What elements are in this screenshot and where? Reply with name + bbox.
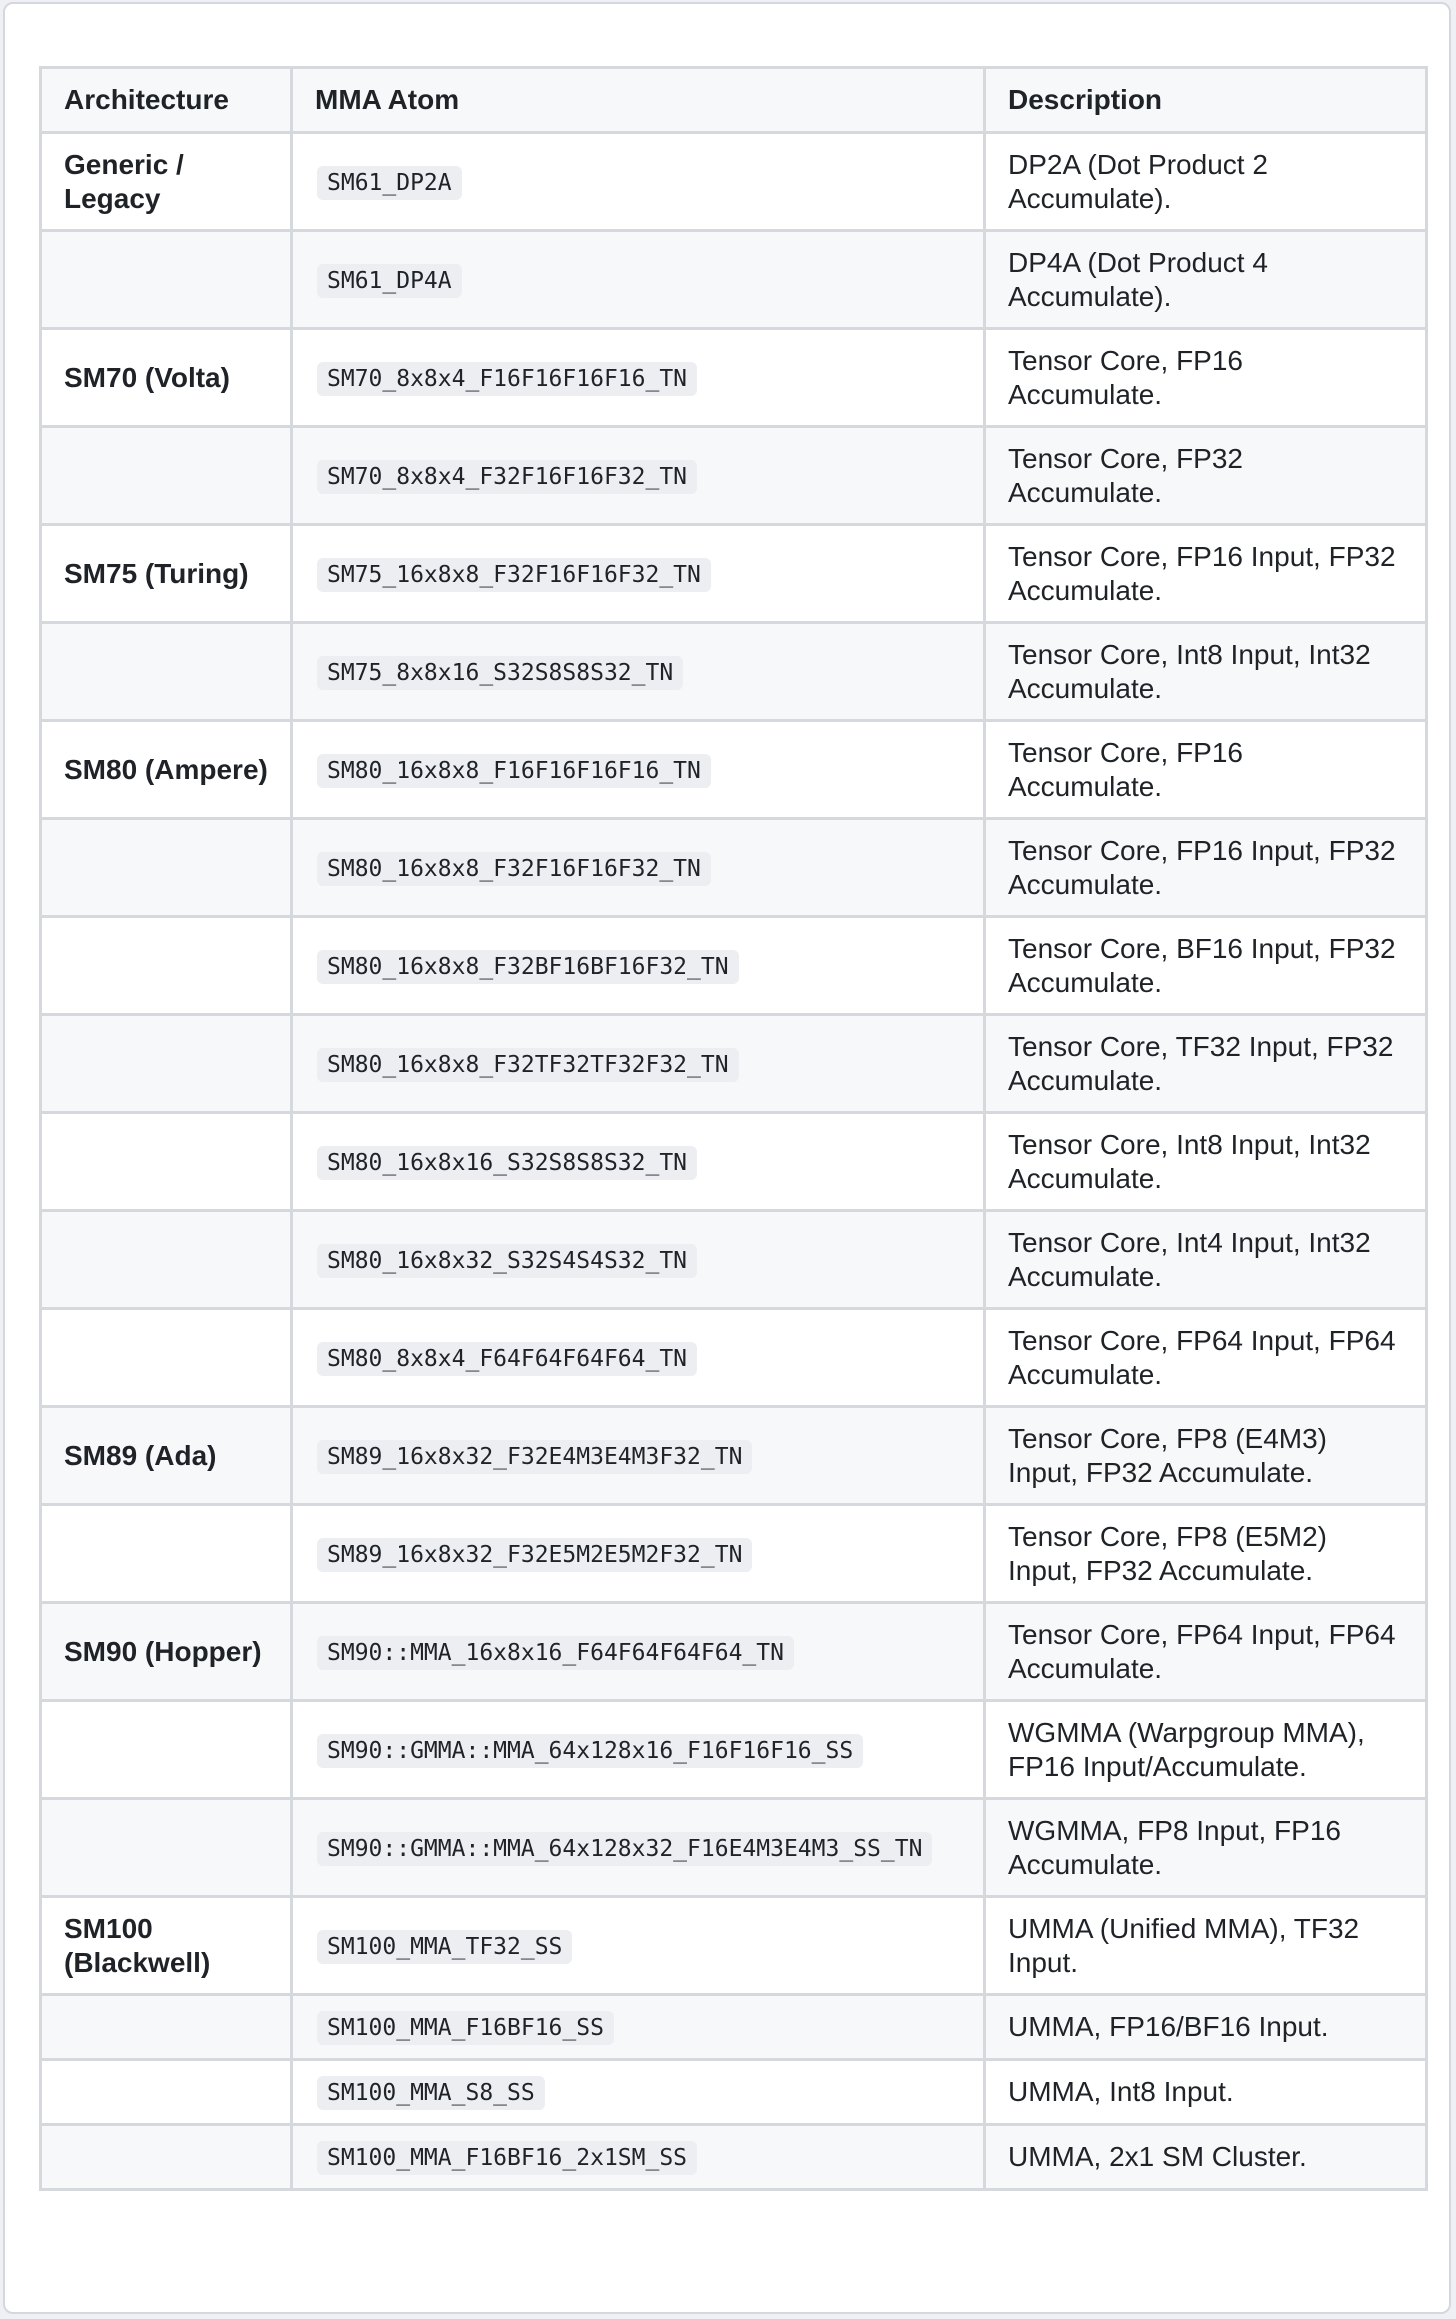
- architecture-cell: [41, 1505, 292, 1603]
- description-cell: Tensor Core, FP32 Accumulate.: [985, 427, 1427, 525]
- description-cell: Tensor Core, FP16 Accumulate.: [985, 329, 1427, 427]
- mma-atom-code: SM70_8x8x4_F16F16F16F16_TN: [317, 362, 697, 396]
- architecture-cell: SM89 (Ada): [41, 1407, 292, 1505]
- mma-atom-code: SM100_MMA_F16BF16_2x1SM_SS: [317, 2141, 697, 2175]
- mma-atom-code: SM70_8x8x4_F32F16F16F32_TN: [317, 460, 697, 494]
- architecture-cell: [41, 917, 292, 1015]
- table-row: [41, 1995, 1427, 2060]
- description-cell: Tensor Core, FP8 (E4M3) Input, FP32 Accumulate.: [985, 1407, 1427, 1505]
- header-mma-atom: MMA Atom: [292, 68, 985, 133]
- mma-atom-cell: [292, 1113, 985, 1211]
- description-cell: Tensor Core, Int8 Input, Int32 Accumulate.: [985, 1113, 1427, 1211]
- description-cell: Tensor Core, Int8 Input, Int32 Accumulate.: [985, 623, 1427, 721]
- description-cell: Tensor Core, FP64 Input, FP64 Accumulate.: [985, 1603, 1427, 1701]
- architecture-cell: [41, 1799, 292, 1897]
- table-row: [41, 819, 1427, 917]
- architecture-cell: SM90 (Hopper): [41, 1603, 292, 1701]
- table-row: [41, 1799, 1427, 1897]
- mma-atom-code: SM61_DP4A: [317, 264, 462, 298]
- mma-atom-cell: [292, 1309, 985, 1407]
- mma-atom-code: SM100_MMA_S8_SS: [317, 2076, 545, 2110]
- description-cell: DP4A (Dot Product 4 Accumulate).: [985, 231, 1427, 329]
- table-row: [41, 1897, 1427, 1995]
- mma-atom-code: SM80_16x8x8_F32F16F16F32_TN: [317, 852, 711, 886]
- architecture-cell: [41, 1015, 292, 1113]
- mma-atom-code: SM89_16x8x32_F32E4M3E4M3F32_TN: [317, 1440, 752, 1474]
- mma-atom-code: SM61_DP2A: [317, 166, 462, 200]
- architecture-cell: [41, 2060, 292, 2125]
- document-frame: [3, 2, 1451, 2314]
- description-cell: Tensor Core, Int4 Input, Int32 Accumulate.: [985, 1211, 1427, 1309]
- table-header-row: [41, 68, 1427, 133]
- mma-atom-code: SM90::GMMA::MMA_64x128x16_F16F16F16_SS: [317, 1734, 863, 1768]
- table-row: [41, 1015, 1427, 1113]
- description-cell: Tensor Core, FP8 (E5M2) Input, FP32 Accumulate.: [985, 1505, 1427, 1603]
- mma-atom-cell: [292, 2125, 985, 2190]
- mma-atom-cell: [292, 721, 985, 819]
- table-row: [41, 1505, 1427, 1603]
- table-row: [41, 1407, 1427, 1505]
- description-cell: WGMMA, FP8 Input, FP16 Accumulate.: [985, 1799, 1427, 1897]
- architecture-cell: SM100 (Blackwell): [41, 1897, 292, 1995]
- description-cell: UMMA, 2x1 SM Cluster.: [985, 2125, 1427, 2190]
- mma-atom-cell: [292, 1799, 985, 1897]
- architecture-cell: [41, 819, 292, 917]
- architecture-cell: [41, 1113, 292, 1211]
- mma-atom-cell: [292, 1015, 985, 1113]
- table-row: [41, 231, 1427, 329]
- mma-atom-code: SM75_16x8x8_F32F16F16F32_TN: [317, 558, 711, 592]
- table-row: [41, 721, 1427, 819]
- mma-atom-code: SM89_16x8x32_F32E5M2E5M2F32_TN: [317, 1538, 752, 1572]
- table-row: [41, 329, 1427, 427]
- architecture-cell: SM80 (Ampere): [41, 721, 292, 819]
- description-cell: Tensor Core, FP16 Accumulate.: [985, 721, 1427, 819]
- table-row: [41, 2125, 1427, 2190]
- mma-atom-cell: [292, 1407, 985, 1505]
- architecture-cell: [41, 1309, 292, 1407]
- architecture-cell: SM70 (Volta): [41, 329, 292, 427]
- mma-atom-code: SM80_16x8x8_F16F16F16F16_TN: [317, 754, 711, 788]
- mma-atom-cell: [292, 623, 985, 721]
- mma-atom-cell: [292, 427, 985, 525]
- description-cell: Tensor Core, BF16 Input, FP32 Accumulate.: [985, 917, 1427, 1015]
- table-row: [41, 133, 1427, 231]
- description-cell: DP2A (Dot Product 2 Accumulate).: [985, 133, 1427, 231]
- mma-atom-cell: [292, 1505, 985, 1603]
- mma-atom-cell: [292, 1211, 985, 1309]
- table-row: [41, 917, 1427, 1015]
- mma-atom-cell: [292, 525, 985, 623]
- mma-atom-code: SM75_8x8x16_S32S8S8S32_TN: [317, 656, 683, 690]
- table-row: [41, 1603, 1427, 1701]
- mma-atom-cell: [292, 231, 985, 329]
- mma-atom-cell: [292, 329, 985, 427]
- architecture-cell: [41, 1701, 292, 1799]
- mma-atom-cell: [292, 1701, 985, 1799]
- table-row: [41, 1211, 1427, 1309]
- architecture-cell: [41, 427, 292, 525]
- description-cell: UMMA (Unified MMA), TF32 Input.: [985, 1897, 1427, 1995]
- description-cell: Tensor Core, FP16 Input, FP32 Accumulate.: [985, 525, 1427, 623]
- architecture-cell: SM75 (Turing): [41, 525, 292, 623]
- mma-atom-cell: [292, 1603, 985, 1701]
- description-cell: UMMA, FP16/BF16 Input.: [985, 1995, 1427, 2060]
- table-row: [41, 427, 1427, 525]
- mma-atom-cell: [292, 1897, 985, 1995]
- table-row: [41, 1701, 1427, 1799]
- table-row: [41, 1113, 1427, 1211]
- table-row: [41, 1309, 1427, 1407]
- mma-atom-cell: [292, 819, 985, 917]
- mma-atom-code: SM80_16x8x8_F32TF32TF32F32_TN: [317, 1048, 739, 1082]
- mma-atom-code: SM100_MMA_TF32_SS: [317, 1930, 572, 1964]
- mma-atom-code: SM80_16x8x16_S32S8S8S32_TN: [317, 1146, 697, 1180]
- mma-atom-cell: [292, 2060, 985, 2125]
- mma-atom-code: SM80_16x8x8_F32BF16BF16F32_TN: [317, 950, 739, 984]
- architecture-cell: [41, 1995, 292, 2060]
- header-description: Description: [985, 68, 1427, 133]
- architecture-cell: [41, 231, 292, 329]
- table-row: [41, 525, 1427, 623]
- description-cell: UMMA, Int8 Input.: [985, 2060, 1427, 2125]
- mma-atom-table: [39, 66, 1428, 2191]
- mma-atom-code: SM90::GMMA::MMA_64x128x32_F16E4M3E4M3_SS_TN: [317, 1832, 932, 1866]
- table-row: [41, 2060, 1427, 2125]
- mma-atom-cell: [292, 133, 985, 231]
- mma-atom-code: SM80_8x8x4_F64F64F64F64_TN: [317, 1342, 697, 1376]
- description-cell: Tensor Core, FP16 Input, FP32 Accumulate.: [985, 819, 1427, 917]
- mma-atom-cell: [292, 1995, 985, 2060]
- description-cell: Tensor Core, TF32 Input, FP32 Accumulate.: [985, 1015, 1427, 1113]
- description-cell: WGMMA (Warpgroup MMA), FP16 Input/Accumulate.: [985, 1701, 1427, 1799]
- mma-atom-cell: [292, 917, 985, 1015]
- architecture-cell: [41, 623, 292, 721]
- mma-atom-code: SM100_MMA_F16BF16_SS: [317, 2011, 614, 2045]
- description-cell: Tensor Core, FP64 Input, FP64 Accumulate.: [985, 1309, 1427, 1407]
- architecture-cell: Generic / Legacy: [41, 133, 292, 231]
- table-row: [41, 623, 1427, 721]
- architecture-cell: [41, 1211, 292, 1309]
- header-architecture: Architecture: [41, 68, 292, 133]
- mma-atom-code: SM80_16x8x32_S32S4S4S32_TN: [317, 1244, 697, 1278]
- mma-atom-code: SM90::MMA_16x8x16_F64F64F64F64_TN: [317, 1636, 794, 1670]
- table-body: [41, 133, 1427, 2190]
- architecture-cell: [41, 2125, 292, 2190]
